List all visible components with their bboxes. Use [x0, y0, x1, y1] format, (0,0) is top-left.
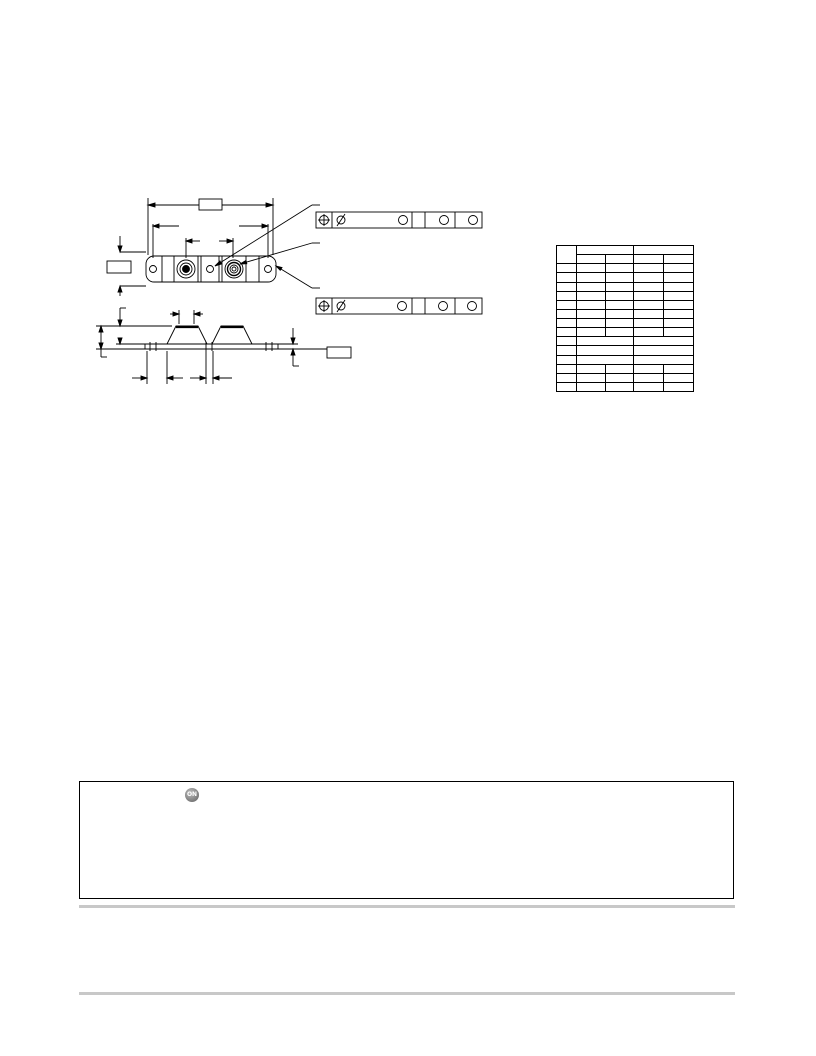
mounting-hole-right [265, 266, 272, 273]
footer-box [79, 781, 734, 899]
package-body-top [146, 256, 276, 282]
table-row [557, 291, 694, 300]
table-row [557, 264, 694, 273]
feature-control-frame-2 [316, 298, 482, 314]
table-row [557, 337, 694, 346]
table-row [557, 300, 694, 309]
dimension-box [199, 199, 222, 210]
table-row [557, 328, 694, 337]
table-row [557, 246, 694, 255]
center-hole [207, 266, 214, 273]
divider [79, 992, 735, 995]
on-logo-icon: ON [185, 788, 199, 802]
table-row [557, 319, 694, 328]
dimension-table [556, 245, 694, 392]
terminal-dome-right [212, 326, 252, 344]
table-row [557, 255, 694, 264]
dimension-box [107, 261, 131, 273]
table-row [557, 373, 694, 382]
table-row [557, 382, 694, 391]
terminal-dome-left [167, 326, 207, 344]
table-row [557, 273, 694, 282]
mounting-hole-left [150, 266, 157, 273]
side-view [96, 308, 351, 384]
table-row [557, 355, 694, 364]
table-row [557, 346, 694, 355]
table-row [557, 282, 694, 291]
top-view [107, 198, 320, 296]
table-row [557, 364, 694, 373]
divider [79, 905, 735, 908]
feature-control-frame-1 [316, 212, 482, 228]
dimension-box [327, 347, 351, 358]
table-row [557, 309, 694, 318]
